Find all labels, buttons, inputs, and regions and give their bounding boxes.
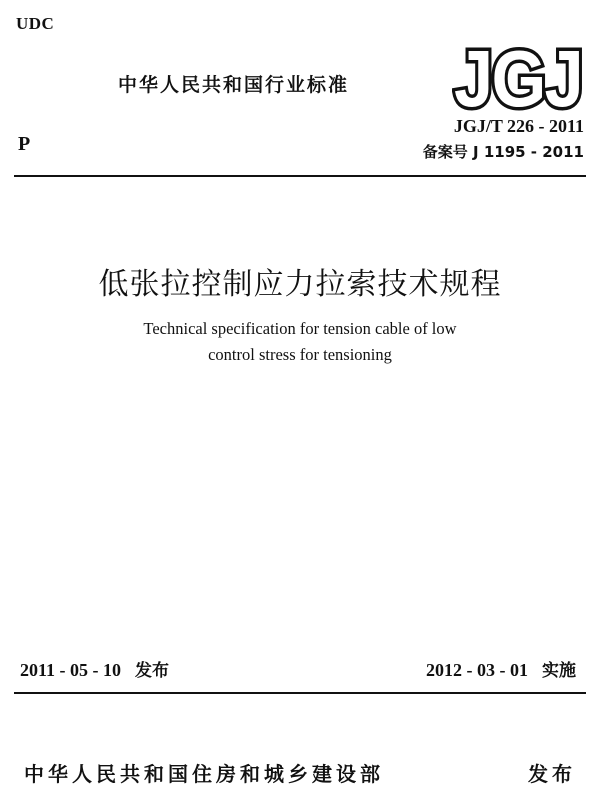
document-title-english bbox=[0, 316, 600, 368]
industry-standard-label: 中华人民共和国行业标准 bbox=[118, 74, 350, 96]
issuing-action: 发布 bbox=[528, 762, 576, 786]
udc-label: UDC bbox=[16, 14, 55, 33]
standard-number: JGJ/T 226 - 2011 bbox=[453, 116, 584, 136]
issue-label: 发布 bbox=[135, 661, 169, 681]
footer-divider bbox=[14, 692, 586, 694]
implementation-date-block bbox=[426, 656, 576, 681]
implementation-label: 实施 bbox=[542, 661, 576, 681]
implementation-date: 2012 - 03 - 01 bbox=[426, 660, 528, 680]
document-title-chinese: 低张拉控制应力拉索技术规程 bbox=[98, 267, 502, 302]
classification-label: P bbox=[18, 133, 31, 155]
header-divider bbox=[14, 175, 586, 177]
jgj-logo-text: JGJ bbox=[454, 34, 582, 116]
record-number: 备案号 J 1195 - 2011 bbox=[422, 143, 584, 161]
issuing-authority: 中华人民共和国住房和城乡建设部 bbox=[24, 762, 384, 786]
english-title-line-1: Technical specification for tension cable of low bbox=[143, 319, 457, 338]
issue-date-block bbox=[20, 656, 169, 681]
jgj-logo bbox=[452, 34, 584, 116]
issue-date: 2011 - 05 - 10 bbox=[20, 660, 121, 680]
english-title-line-2: control stress for tensioning bbox=[208, 345, 392, 364]
